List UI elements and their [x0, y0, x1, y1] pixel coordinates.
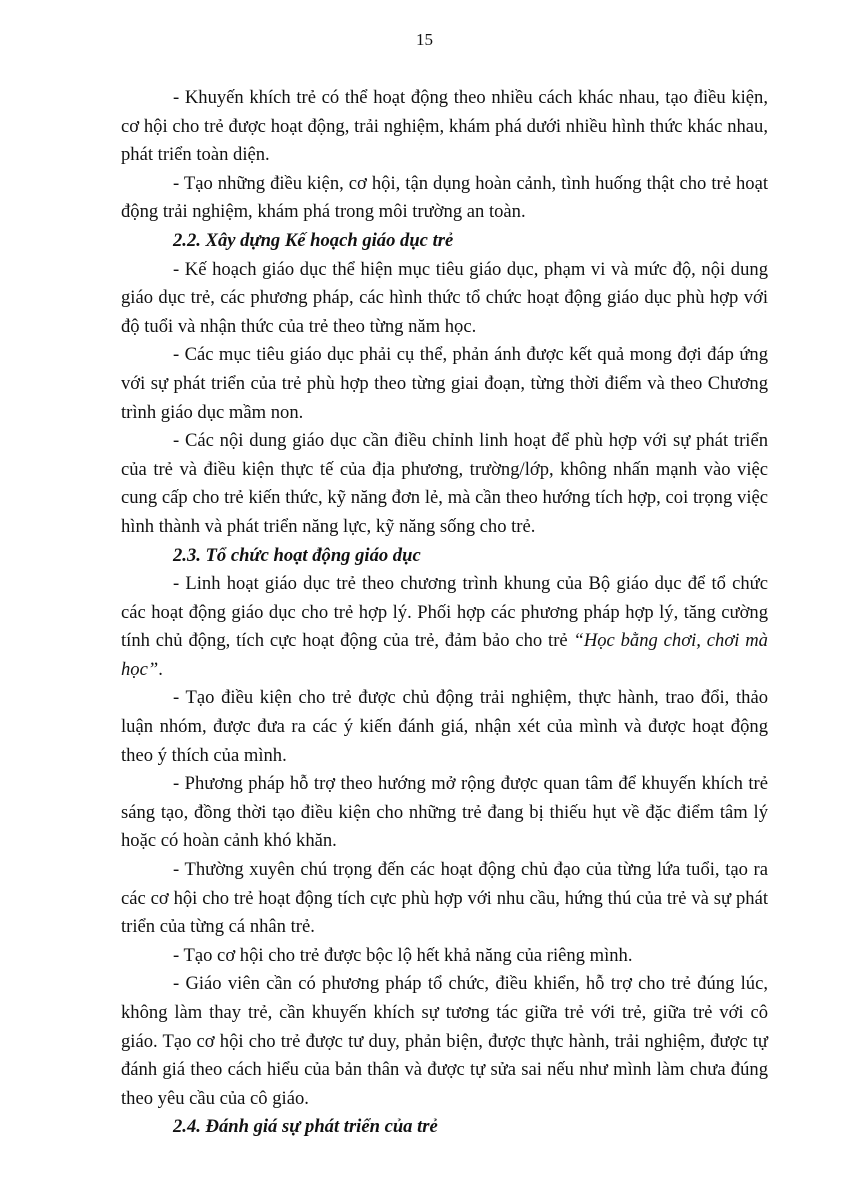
paragraph-flexible-education: [121, 570, 768, 684]
document-body: [121, 84, 768, 1142]
paragraph-support-method: - Phương pháp hỗ trợ theo hướng mở rộng được quan tâm để khuyến khích trẻ sáng tạo, đồng thời tạo điều kiện cho những trẻ đang bị thiếu hụt về đặc điểm tâm lý hoặc có hoàn cảnh khó khăn.: [121, 773, 768, 852]
paragraph-education-goals: - Các mục tiêu giáo dục phải cụ thể, phản ánh được kết quả mong đợi đáp ứng với sự phát triển của trẻ phù hợp theo từng giai đoạn, từng thời điểm và theo Chương trình giáo dục mầm non.: [121, 344, 768, 423]
paragraph-education-plan: - Kế hoạch giáo dục thể hiện mục tiêu giáo dục, phạm vi và mức độ, nội dung giáo dục trẻ, các phương pháp, các hình thức tổ chức hoạt động giáo dục phù hợp với độ tuổi và nhận thức của trẻ theo từng năm học.: [121, 258, 768, 337]
section-heading-2-3: 2.3. Tổ chức hoạt động giáo dục: [173, 544, 421, 566]
section-heading-2-4: 2.4. Đánh giá sự phát triển của trẻ: [173, 1116, 438, 1138]
paragraph-real-situations: - Tạo những điều kiện, cơ hội, tận dụng hoàn cảnh, tình huống thật cho trẻ hoạt động trải nghiệm, khám phá trong môi trường an toàn.: [121, 172, 768, 223]
quote-learn-through-play: “Học bằng chơi, chơi mà học”: [121, 630, 768, 680]
paragraph-education-content: - Các nội dung giáo dục cần điều chỉnh linh hoạt để phù hợp với sự phát triển của trẻ và điều kiện thực tế của địa phương, trường/lớp, không nhấn mạnh vào việc cung cấp cho trẻ kiến thức, kỹ năng đơn lẻ, mà cần theo hướng tích hợp, coi trọng việc hình thành và phát triển năng lực, kỹ năng sống cho trẻ.: [121, 430, 768, 537]
paragraph-tail: .: [158, 658, 163, 680]
paragraph-main-activities: - Thường xuyên chú trọng đến các hoạt động chủ đạo của từng lứa tuổi, tạo ra các cơ hội cho trẻ hoạt động tích cực phù hợp với nhu cầu, hứng thú của trẻ và sự phát triển của từng cá nhân trẻ.: [121, 859, 768, 938]
paragraph-encourage-activities: - Khuyến khích trẻ có thể hoạt động theo nhiều cách khác nhau, tạo điều kiện, cơ hội cho trẻ được hoạt động, trải nghiệm, khám phá dưới nhiều hình thức khác nhau, phát triển toàn diện.: [121, 87, 768, 166]
page-number: 15: [416, 30, 433, 49]
paragraph-express-abilities: - Tạo cơ hội cho trẻ được bộc lộ hết khả năng của riêng mình.: [173, 944, 633, 966]
section-heading-2-2: 2.2. Xây dựng Kế hoạch giáo dục trẻ: [173, 229, 454, 251]
paragraph-text: - Linh hoạt giáo dục trẻ theo chương trình khung của Bộ giáo dục để tổ chức các hoạt động giáo dục cho trẻ hợp lý. Phối hợp các phương pháp hợp lý, tăng cường tính chủ động, tích cực hoạt động của trẻ, đảm bảo cho trẻ: [121, 573, 768, 652]
paragraph-teacher-methods: - Giáo viên cần có phương pháp tổ chức, điều khiển, hỗ trợ cho trẻ đúng lúc, không làm thay trẻ, cần khuyến khích sự tương tác giữa trẻ với trẻ, giữa trẻ với cô giáo. Tạo cơ hội cho trẻ được tư duy, phản biện, được thực hành, trải nghiệm, được tự đánh giá theo cách hiểu của bản thân và được tự sửa sai nếu như mình làm chưa đúng theo yêu cầu của cô giáo.: [121, 973, 768, 1109]
paragraph-active-experience: - Tạo điều kiện cho trẻ được chủ động trải nghiệm, thực hành, trao đổi, thảo luận nhóm, được đưa ra các ý kiến đánh giá, nhận xét của mình và được hoạt động theo ý thích của mình.: [121, 687, 768, 766]
